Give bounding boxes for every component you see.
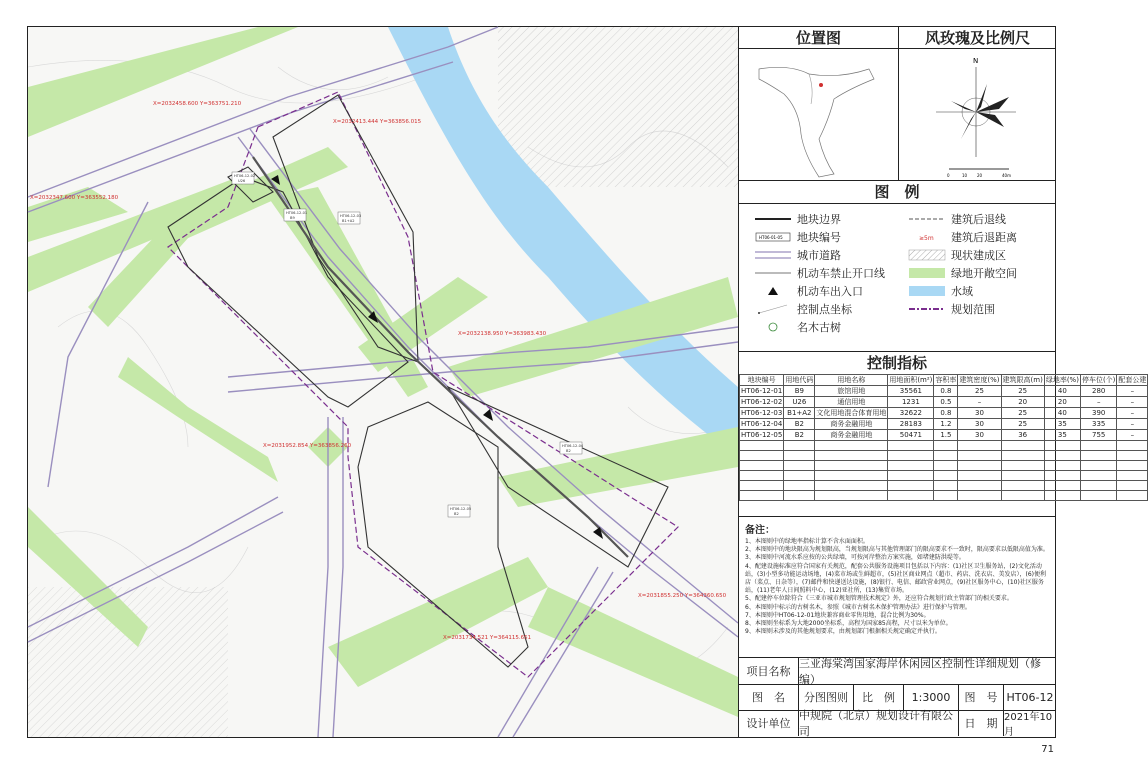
plot-label-code: B9 [290,216,295,220]
no-opening-line-icon [755,268,791,278]
plot-label-code: B1+A2 [342,219,355,223]
cell: B2 [784,419,815,430]
cell: 30 [958,430,1001,441]
cell: 35 [1044,430,1080,441]
titleblock-row-designer [739,710,1055,736]
cell: 20 [1044,397,1080,408]
cell: 30 [958,419,1001,430]
plot-label-id: HT06-12-03 [340,214,362,218]
column-header: 停车位(个) [1081,376,1116,384]
cell: 旅馆用地 [815,386,888,397]
titleblock-row-project [739,658,1055,685]
legend-item [909,211,1006,227]
cell: HT06-12-04 [741,420,783,428]
note-line: 1、本图则中的绿地率指标计算不含水面面积。 [745,538,869,545]
legend-item [755,283,863,299]
control-table [739,374,1148,501]
scale-tick: 40m [1002,173,1011,178]
cell: 50471 [888,430,934,441]
note-line: 5、配建停车位除符合《三亚市城市规划管理技术规定》外，还应符合规划行政主管部门的相关要求。 [745,595,1013,603]
plot-label-id: HT06-12-05 [450,507,472,511]
legend-item [755,211,841,227]
control-section [739,352,1147,517]
legend-item [909,247,1006,263]
plot-label-code: U26 [238,179,246,183]
legend-label: 地块编号 [797,231,841,244]
column-header: 建筑限高(m) [1002,376,1043,384]
cell: B2 [784,430,815,441]
legend-label: 绿地开敞空间 [951,267,1017,280]
notes-body [739,538,1055,636]
scale-value: 1:3000 [904,684,959,710]
note-line: 2、本图则中的地块限高为规划限高，当规划限高与其他管理部门的限高要求不一致时，限高要求以低限高值为准。 [745,546,1049,554]
note-line: 4、配建设施标准应符合国家有关规范，配套公共服务设施项目包括以下内容：(1)社区卫生服务站，(2)文化活动 [745,562,1042,570]
legend-label: 控制点坐标 [797,303,852,316]
cell: 25 [1001,386,1044,397]
cell: B1+A2 [784,408,815,419]
cell: 25 [1001,408,1044,419]
designer-label: 设计单位 [739,710,799,736]
coord-label: X=2031855.250 Y=364360.650 [638,593,727,599]
column-header: 配套公建 [1118,376,1147,384]
setback-line-icon [909,214,945,224]
drawing-name: 分图图则 [799,684,854,710]
column-header: 地块编号 [740,375,784,386]
legend-item [909,301,995,317]
setback-sample: ≥5m [919,235,934,242]
cell: 25 [1001,419,1044,430]
cell: 36 [1001,430,1044,441]
cell: HT06-12-03 [741,409,783,417]
cell: 40 [1044,386,1080,397]
number-value: HT06-12 [1006,690,1054,704]
legend-item [755,301,852,317]
cell: – [1117,430,1148,441]
cell: 35 [1044,419,1080,430]
cell: 商务金融用地 [815,419,888,430]
scale-label: 比 例 [854,684,904,710]
cell: – [1117,386,1148,397]
wind-title: 风玫瑰及比例尺 [899,27,1056,49]
table-row-empty [740,451,1148,461]
table-row [740,397,1148,408]
scale-tick: 10 [962,173,968,178]
legend-item [755,265,885,281]
project-name: 三亚海棠湾国家海岸休闲园区控制性详细规划（修编） [799,657,1041,686]
location-map [739,49,899,181]
plot-label-code: B2 [454,512,459,516]
table-row [740,430,1148,441]
legend-item [909,265,1017,281]
legend-section [739,181,1055,352]
cell: 40 [1044,408,1080,419]
cell: 390 [1080,408,1116,419]
plan-map [28,27,738,737]
plot-label-code: B2 [566,449,571,453]
cell: 335 [1080,419,1116,430]
city-road-icon [755,250,791,260]
legend-label: 建筑后退线 [951,213,1006,226]
scale-tick: 20 [977,173,983,178]
table-header-row [740,375,1148,386]
note-line: 8、本图则坐标系为大地2000坐标系，高程为国家85高程，尺寸以米为单位。 [745,620,952,628]
coord-label: X=2031734.521 Y=364115.651 [443,635,532,641]
wind-rose-svg [899,49,1056,181]
number-label: 图 号 [959,684,1004,710]
drawing-label: 图 名 [739,684,799,710]
plot-boundary-line-icon [755,214,791,224]
note-line: 店（菜点、日杂等），(7)邮件和快递送达设施，(8)银行、电信、邮政营业网点，(9)社区服务中心，(10)社区服务 [745,579,1044,587]
scale-tick: 0 [947,173,950,178]
location-map-svg [739,49,897,179]
table-row-empty [740,441,1148,451]
column-header: 建筑密度(%) [959,376,1000,384]
legend-label: 机动车出入口 [797,285,863,298]
legend-item [909,229,1017,245]
legend-label: 建筑后退距离 [951,231,1017,244]
table-row [740,419,1148,430]
legend-label: 名木古树 [797,321,841,334]
notes-section [739,517,1055,658]
cell: 30 [958,408,1001,419]
plot-label-id: HT06-12-04 [562,444,584,448]
column-header: 用地名称 [815,375,888,386]
ancient-tree-circle-icon [755,322,791,332]
coord-label: X=2032413.444 Y=363856.015 [333,119,422,125]
table-row-empty [740,481,1148,491]
cell: HT06-12-05 [741,431,783,439]
cell: 1231 [888,397,934,408]
entrance-triangle-icon [755,286,791,296]
legend-label: 城市道路 [797,249,841,262]
cell: 商务金融用地 [815,430,888,441]
column-header: 绿地率(%) [1045,376,1079,384]
legend-label: 水域 [951,285,973,298]
cell: HT06-12-01 [741,387,783,395]
cell: 1.5 [934,430,958,441]
cell: 35561 [888,386,934,397]
water-fill-icon [909,286,945,296]
cell: 1.2 [934,419,958,430]
cell: 0.8 [934,386,958,397]
built-area-hatch-icon [909,250,945,260]
column-header: 用地代码 [785,376,814,384]
page-number: 71 [1041,744,1054,755]
control-point-icon [755,304,791,314]
cell: 0.8 [934,408,958,419]
coord-label: X=2031952.854 Y=363856.260 [263,443,352,449]
plot-label-id: HT06-12-02 [234,174,256,178]
legend-label: 机动车禁止开口线 [797,267,885,280]
cell: 28183 [888,419,934,430]
cell: – [958,397,1001,408]
plan-boundary-icon [909,304,945,314]
note-line: 站，(3)小型多功能运动场地，(4)菜市场或生鲜超市，(5)社区商业网点（超市、药店、洗衣店、美发店），(6)便利 [745,570,1046,578]
cell: – [1117,419,1148,430]
table-row-empty [740,461,1148,471]
project-label: 项目名称 [739,658,799,684]
note-line: 6、本图则中标示的古树名木，参照《城市古树名木保护管理办法》进行保护与管理。 [745,603,971,611]
coord-label: X=2032347.600 Y=363552.180 [30,195,119,201]
setback-distance-icon [909,232,945,242]
control-title: 控制指标 [866,354,927,372]
date-value: 2021年10月 [1004,712,1053,738]
note-line: 9、本图则未涉及的其他规划要求，由规划部门根据相关规定确定并执行。 [745,628,941,636]
plot-id-sample: HT06-01-05 [759,235,783,240]
coord-label: X=2032458.600 Y=363751.210 [153,101,242,107]
map-svg [28,27,738,737]
legend-item [755,319,841,335]
legend-title: 图 例 [739,181,1055,204]
cell: – [1117,397,1148,408]
legend-label: 地块边界 [797,213,841,226]
notes-title: 备注： [745,525,775,536]
cell: 280 [1080,386,1116,397]
north-label: N [973,57,979,65]
cell: 755 [1080,430,1116,441]
cell: HT06-12-02 [741,398,783,406]
coord-label: X=2032138.950 Y=363983.430 [458,331,547,337]
column-header: 容积率 [935,376,957,384]
legend-item [755,229,841,245]
date-label: 日 期 [959,710,1004,736]
cell: 32622 [888,408,934,419]
table-row [740,408,1148,419]
location-wind-section [739,27,1055,181]
cell: 文化用地混合体育用地 [816,409,887,417]
green-space-fill-icon [909,268,945,278]
cell: – [1117,408,1148,419]
cell: 25 [958,386,1001,397]
table-row [740,386,1148,397]
table-row-empty [740,471,1148,481]
legend-label: 现状建成区 [951,249,1006,262]
column-header: 用地面积(m²) [889,376,933,384]
info-panel [738,27,1147,738]
cell: B9 [784,386,815,397]
cell: – [1080,397,1116,408]
location-title: 位置图 [739,27,899,49]
note-line: 站，(11)老年人日间照料中心，(12)亚社所，(13)集贸市场。 [745,587,908,595]
note-line: 7、本图则中HT06-12-01地块兼容商业零售用地，混合比例为30%。 [745,611,930,619]
legend-item [755,247,841,263]
cell: 0.5 [934,397,958,408]
note-line: 3、本图则中河流水系应按的公共绿墙，可按河岸整治方案实施，如堵建防洪堤等。 [745,554,965,562]
plot-label-id: HT06-12-01 [286,211,308,215]
legend-item [909,283,973,299]
cell: 20 [1001,397,1044,408]
plot-id-box-icon [755,232,791,242]
cell: U26 [784,397,815,408]
legend-label: 规划范围 [951,303,995,316]
designer-name: 中规院（北京）规划设计有限公司 [799,710,959,736]
cell: 通信用地 [815,397,888,408]
built-area-ne [498,27,738,187]
wind-rose-area [899,49,1056,181]
table-row-empty [740,491,1148,501]
